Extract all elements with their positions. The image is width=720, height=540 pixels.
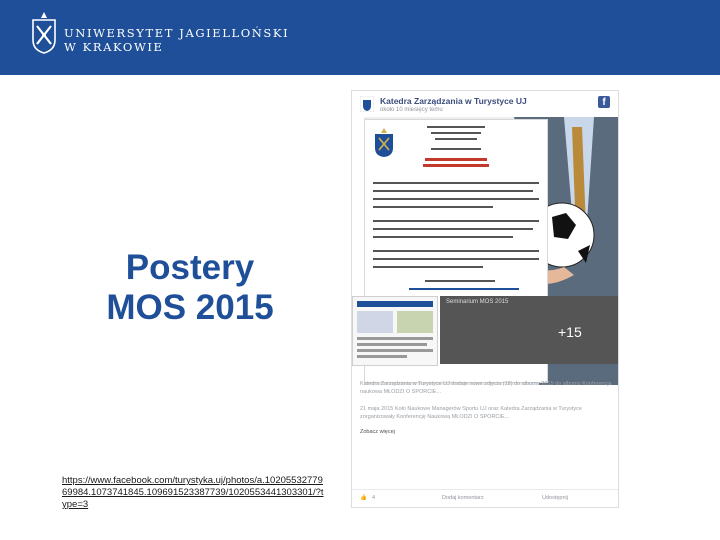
logo-line-1: UNIWERSYTET JAGIELLOŃSKI xyxy=(64,26,290,40)
flyer-text-line xyxy=(373,236,513,238)
post-body xyxy=(360,381,612,437)
album-title: Seminarium MOS 2015 xyxy=(446,299,509,305)
flyer-text-line xyxy=(373,198,539,200)
more-photos-count[interactable]: +15 xyxy=(558,324,582,340)
flyer-text-line xyxy=(425,280,495,282)
university-logo-text[interactable] xyxy=(64,26,289,54)
logo-line-2: W KRAKOWIE xyxy=(64,40,164,54)
flyer-text-line xyxy=(431,148,481,150)
header-bar xyxy=(0,0,720,75)
flyer-text-line xyxy=(373,258,539,260)
comment-button[interactable]: Dodaj komentarz xyxy=(442,495,484,501)
page-name[interactable]: Katedra Zarządzania w Turystyce UJ xyxy=(380,96,527,106)
flyer-link-line xyxy=(409,288,519,290)
facebook-post-screenshot xyxy=(351,90,619,508)
poster-thumbnail-image xyxy=(353,297,437,365)
facebook-icon: f xyxy=(598,96,610,108)
flyer-red-line xyxy=(423,164,489,167)
title-line-2: MOS 2015 xyxy=(106,288,274,327)
flyer-text-line xyxy=(373,182,539,184)
flyer-text-line xyxy=(373,190,533,192)
share-button[interactable]: Udostępnij xyxy=(542,495,568,501)
title-line-1: Postery xyxy=(125,248,255,287)
university-crest-icon xyxy=(30,10,58,54)
flyer-text-line xyxy=(435,138,477,140)
album-thumbnail-2[interactable] xyxy=(440,296,618,364)
post-footer xyxy=(352,489,618,506)
flyer-crest-icon xyxy=(373,128,395,158)
post-header xyxy=(352,91,618,117)
flyer-text-line xyxy=(373,266,483,268)
flyer-text-line xyxy=(373,250,539,252)
see-more-link[interactable]: Zobacz więcej xyxy=(360,429,395,435)
flyer-text-line xyxy=(373,228,533,230)
flyer-text-line xyxy=(373,206,493,208)
flyer-text-line xyxy=(427,126,485,128)
likes-count: 4 xyxy=(372,495,376,501)
album-thumbnail-1[interactable] xyxy=(352,296,438,366)
flyer-text-line xyxy=(431,132,481,134)
post-text-1: Katedra Zarządzania w Turystyce UJ dodaje nowe zdjęcia (18) do albumu 2015 do albumu Konferencja naukowa MŁODZI O SPORCIE... xyxy=(360,381,612,395)
post-text-2: 21 maja 2015 Koło Naukowe Managerów Sportu UJ oraz Katedra Zarządzania w Turystyce zorganizowały Konferencję Naukową MŁODZI O SPORCIE... xyxy=(360,406,582,420)
like-icon[interactable]: 👍 xyxy=(360,495,367,501)
page-avatar-icon xyxy=(360,96,374,112)
slide-title xyxy=(70,248,310,328)
flyer-red-line xyxy=(425,158,487,161)
flyer-text-line xyxy=(373,220,539,222)
post-time: około 10 miesięcy temu xyxy=(380,107,443,113)
facebook-photo-link[interactable]: https://www.facebook.com/turystyka.uj/photos/a.1020553277969984.1073741845.109691523387739/1020553441303301/?type=3 xyxy=(62,475,324,510)
